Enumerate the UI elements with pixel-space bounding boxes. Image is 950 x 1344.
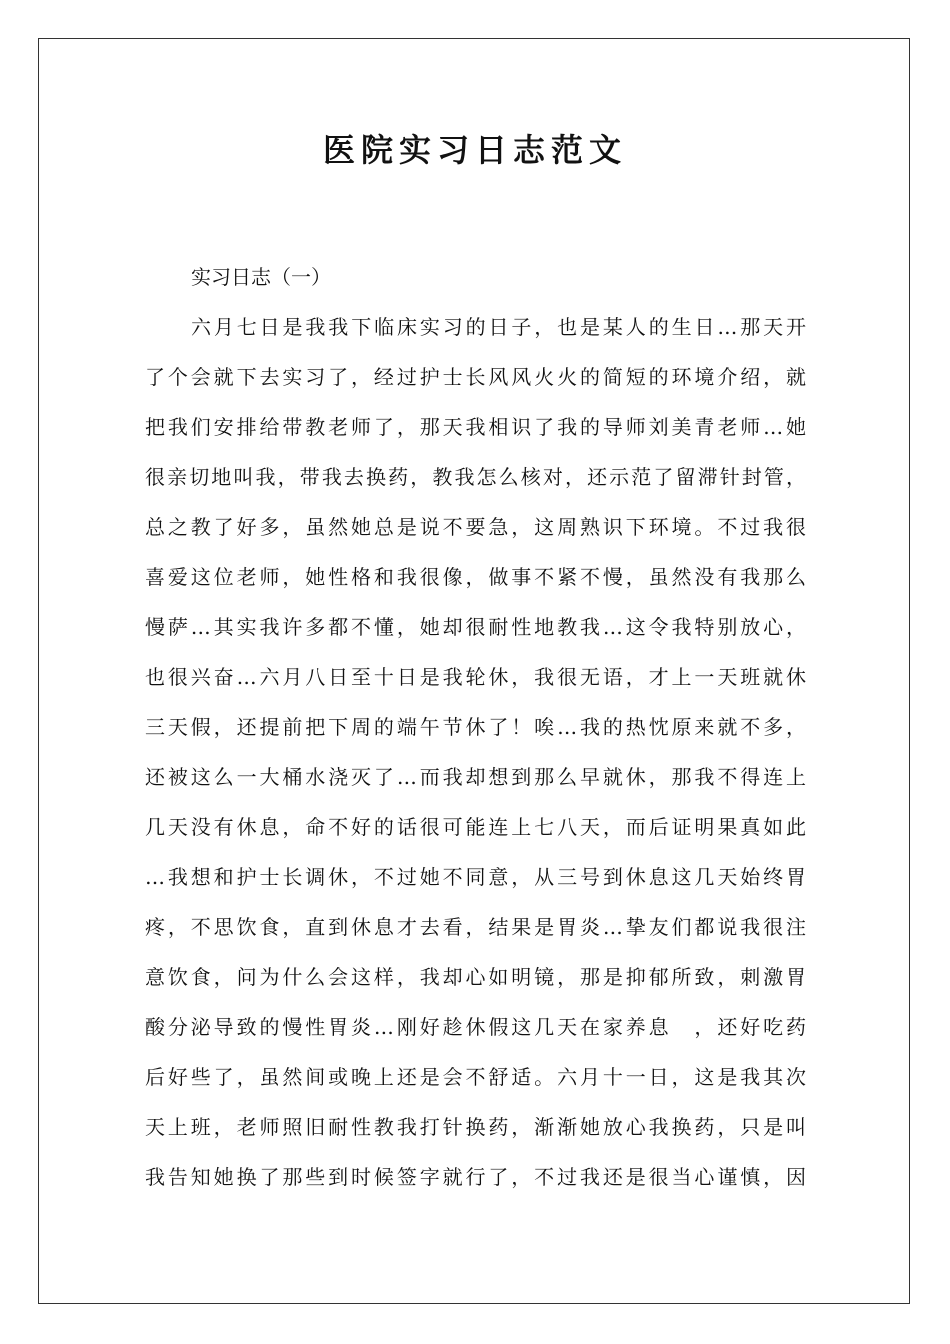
body-line: 把我们安排给带教老师了，那天我相识了我的导师刘美青老师…她 <box>145 415 807 439</box>
body-line: …我想和护士长调休，不过她不同意，从三号到休息这几天始终胃 <box>145 865 807 889</box>
body-line: 还被这么一大桶水浇灭了…而我却想到那么早就休，那我不得连上 <box>145 765 807 789</box>
document-body <box>145 252 807 1202</box>
body-line: 三天假，还提前把下周的端午节休了！唉…我的热忱原来就不多， <box>145 715 807 739</box>
body-line: 慢萨…其实我许多都不懂，她却很耐性地教我…这令我特别放心， <box>145 615 807 639</box>
body-line: 几天没有休息，命不好的话很可能连上七八天，而后证明果真如此 <box>145 815 807 839</box>
body-line: 喜爱这位老师，她性格和我很像，做事不紧不慢，虽然没有我那么 <box>145 565 807 589</box>
body-line: 天上班，老师照旧耐性教我打针换药，渐渐她放心我换药，只是叫 <box>145 1115 807 1139</box>
document-title: 医院实习日志范文 <box>322 131 627 169</box>
body-line: 我告知她换了那些到时候签字就行了，不过我还是很当心谨慎，因 <box>145 1165 807 1189</box>
body-line: 总之教了好多，虽然她总是说不要急，这周熟识下环境。不过我很 <box>145 515 807 539</box>
body-line: 酸分泌导致的慢性胃炎…刚好趁休假这几天在家养息 ，还好吃药 <box>145 1015 807 1039</box>
body-line: 意饮食，问为什么会这样，我却心如明镜，那是抑郁所致，刺激胃 <box>145 965 807 989</box>
section-heading: 实习日志（一） <box>191 265 331 289</box>
body-line: 六月七日是我我下临床实习的日子，也是某人的生日…那天开 <box>191 315 807 339</box>
body-line: 也很兴奋…六月八日至十日是我轮休，我很无语，才上一天班就休 <box>145 665 807 689</box>
body-line: 后好些了，虽然间或晚上还是会不舒适。六月十一日，这是我其次 <box>145 1065 807 1089</box>
body-line: 疼，不思饮食，直到休息才去看，结果是胃炎…挚友们都说我很注 <box>145 915 807 939</box>
body-line: 很亲切地叫我，带我去换药，教我怎么核对，还示范了留滞针封管， <box>145 465 807 489</box>
body-line: 了个会就下去实习了，经过护士长风风火火的简短的环境介绍，就 <box>145 365 807 389</box>
